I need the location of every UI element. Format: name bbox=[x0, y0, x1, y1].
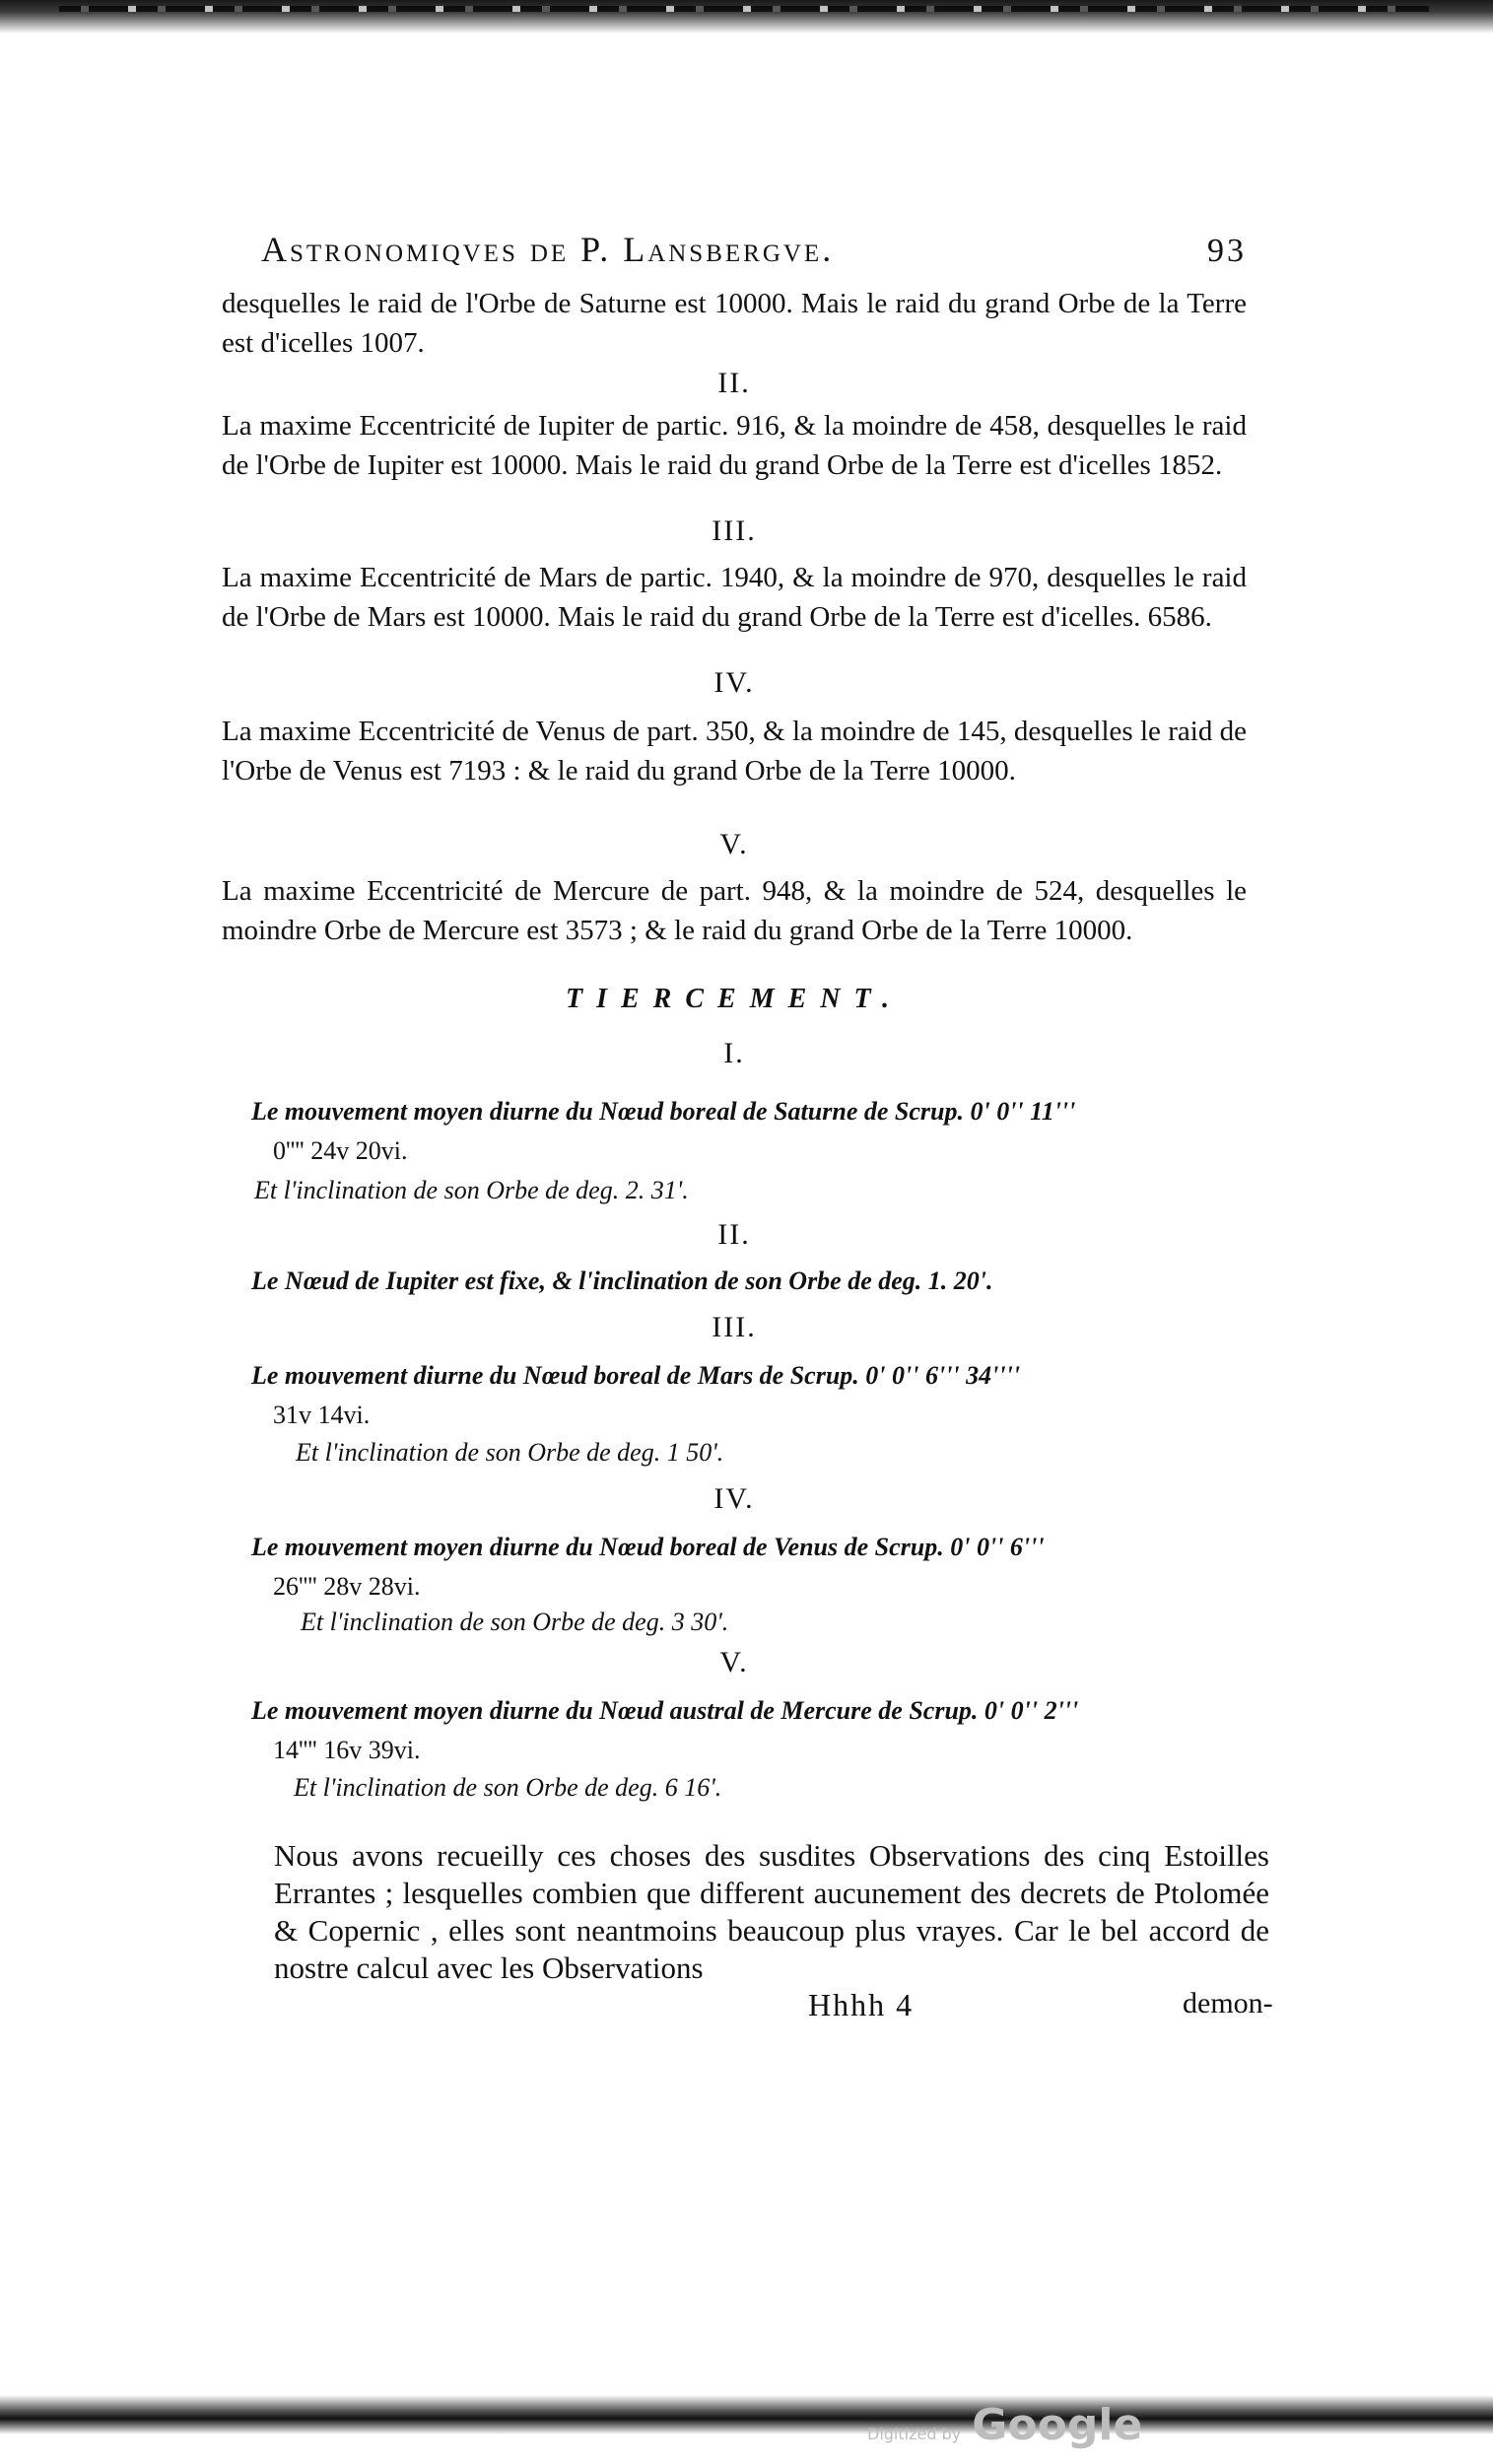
entry-venus-node: Le mouvement moyen diurne du Nœud boreal de Venus de Scrup. 0' 0'' 6''' 26'''' 28v 28vi. bbox=[251, 1533, 1045, 1601]
section-a-number-5: V. bbox=[719, 828, 749, 860]
running-title: Astronomiqves de P. Lansbergve. bbox=[261, 230, 835, 269]
entry-mars-node: Le mouvement diurne du Nœud boreal de Mars de Scrup. 0' 0'' 6''' 34'''' 31v 14vi. bbox=[251, 1361, 1021, 1429]
section-b-number-5: V. bbox=[719, 1646, 749, 1678]
page-number: 93 bbox=[1207, 233, 1247, 269]
catchword: demon- bbox=[1183, 1987, 1273, 2019]
section-b-number-4: IV. bbox=[713, 1482, 755, 1515]
scan-edge-bottom bbox=[0, 2395, 1493, 2434]
running-header bbox=[261, 229, 1247, 270]
section-a-number-2: II. bbox=[717, 367, 751, 399]
section-b-number-3: III. bbox=[712, 1311, 757, 1343]
inclination-mars: Et l'inclination de son Orbe de deg. 1 50'. bbox=[296, 1438, 724, 1467]
signature-mark: Hhhh 4 bbox=[808, 1987, 915, 2022]
entry-jupiter-node: Le Nœud de Iupiter est fixe, & l'inclination de son Orbe de deg. 1. 20'. bbox=[251, 1266, 993, 1295]
paragraph-jupiter: La maxime Eccentricité de Iupiter de partic. 916, & la moindre de 458, desquelles le raid de l'Orbe de Iupiter est 10000. Mais le raid du grand Orbe de la Terre est d'icelles 1852. bbox=[222, 410, 1247, 481]
paragraph-mercury: La maxime Eccentricité de Mercure de part. 948, & la moindre de 524, desquelles le moindre Orbe de Mercure est 3573 ; & le raid du grand Orbe de la Terre 10000. bbox=[222, 875, 1247, 946]
section-title-tiercement: TIERCEMENT. bbox=[565, 984, 904, 1014]
paragraph-venus: La maxime Eccentricité de Venus de part. 350, & la moindre de 145, desquelles le raid de l'Orbe de Venus est 7193 : & le raid du grand Orbe de la Terre 10000. bbox=[222, 716, 1247, 787]
scan-edge-top bbox=[0, 0, 1493, 34]
entry-saturn-node: Le mouvement moyen diurne du Nœud boreal de Saturne de Scrup. 0' 0'' 11''' 0'''' 24v 20vi. bbox=[251, 1097, 1076, 1165]
digitizer-watermark: Digitized by Google bbox=[867, 2400, 1143, 2450]
section-a-number-3: III. bbox=[712, 514, 757, 547]
inclination-saturn: Et l'inclination de son Orbe de deg. 2. 31'. bbox=[254, 1176, 689, 1204]
inclination-venus: Et l'inclination de son Orbe de deg. 3 30'. bbox=[301, 1608, 729, 1636]
entry-mercury-node: Le mouvement moyen diurne du Nœud austral de Mercure de Scrup. 0' 0'' 2''' 14'''' 16v 39vi. bbox=[251, 1696, 1079, 1764]
section-b-number-1: I. bbox=[723, 1037, 745, 1069]
paragraph-saturn-continued: desquelles le raid de l'Orbe de Saturne est 10000. Mais le raid du grand Orbe de la Terre est d'icelles 1007. bbox=[222, 288, 1247, 359]
section-b-number-2: II. bbox=[717, 1218, 751, 1251]
section-a-number-4: IV. bbox=[713, 666, 755, 699]
closing-paragraph: Nous avons recueilly ces choses des susdites Observations des cinq Estoilles Errantes ; lesquelles combien que different aucunement des decrets de Ptolomée & Copernic , elles sont neantmoins beaucoup plus vrayes. Car le bel accord de nostre calcul avec les Observations bbox=[274, 1838, 1269, 1985]
paragraph-mars: La maxime Eccentricité de Mars de partic. 1940, & la moindre de 970, desquelles le raid de l'Orbe de Mars est 10000. Mais le raid du grand Orbe de la Terre est d'icelles. 6586. bbox=[222, 562, 1247, 633]
inclination-mercury: Et l'inclination de son Orbe de deg. 6 16'. bbox=[294, 1773, 722, 1802]
